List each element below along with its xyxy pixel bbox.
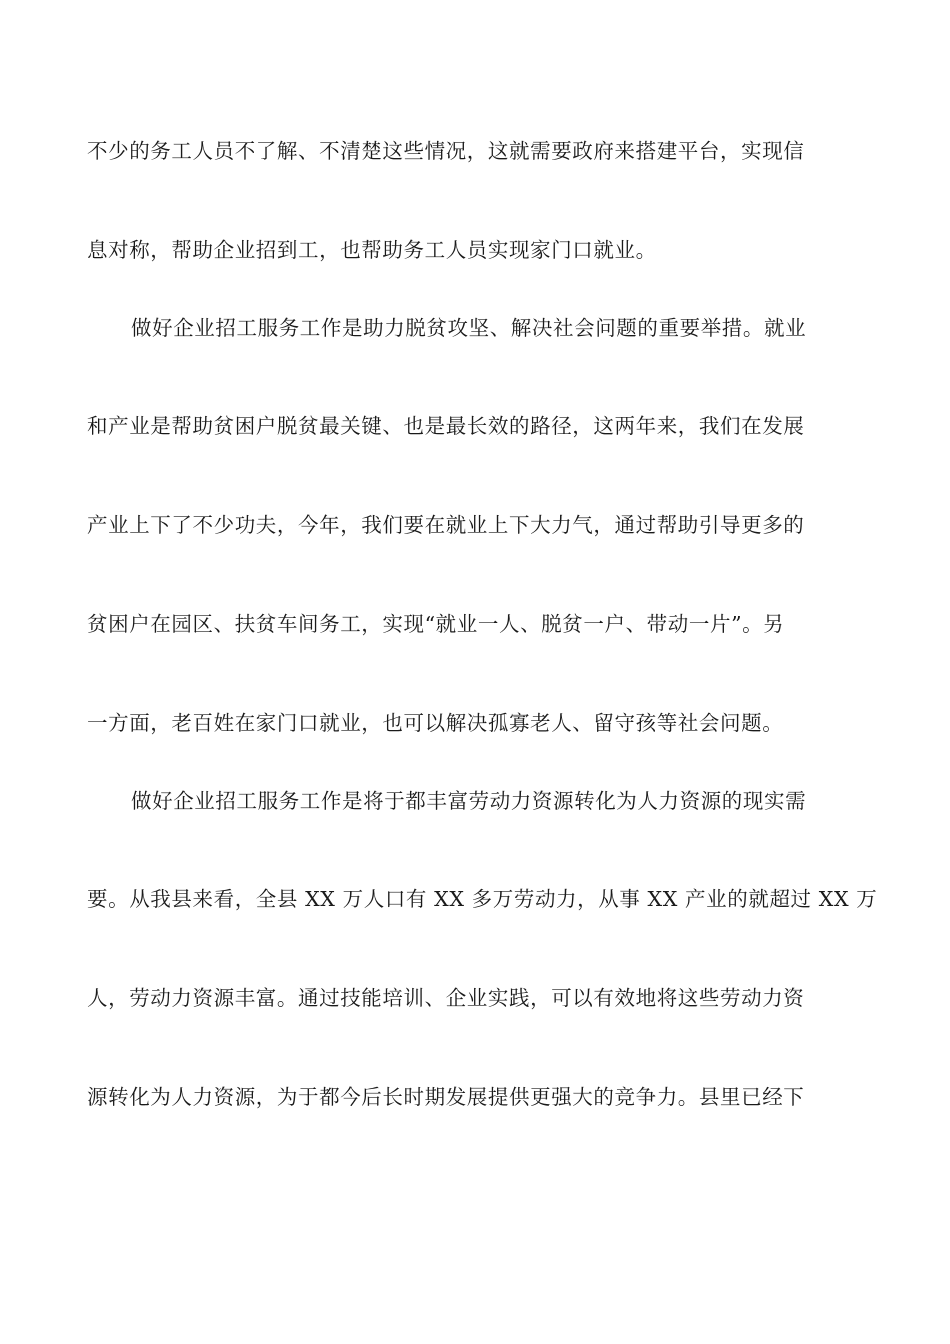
text-line: 不少的务工人员不了解、不清楚这些情况，这就需要政府来搭建平台，实现信 — [87, 139, 805, 163]
text-line: 贫困户在园区、扶贫车间务工，实现“就业一人、脱贫一户、带动一片”。另 — [87, 612, 785, 636]
text-line: 息对称，帮助企业招到工，也帮助务工人员实现家门口就业。 — [87, 238, 657, 262]
text-line: 人，劳动力资源丰富。通过技能培训、企业实践，可以有效地将这些劳动力资 — [87, 986, 805, 1010]
paragraph-first-line: 做好企业招工服务工作是将于都丰富劳动力资源转化为人力资源的现实需 — [131, 789, 807, 813]
text-line: 和产业是帮助贫困户脱贫最关键、也是最长效的路径，这两年来，我们在发展 — [87, 414, 805, 438]
paragraph-first-line: 做好企业招工服务工作是助力脱贫攻坚、解决社会问题的重要举措。就业 — [131, 316, 807, 340]
text-line: 一方面，老百姓在家门口就业，也可以解决孤寡老人、留守孩等社会问题。 — [87, 711, 784, 735]
text-line: 产业上下了不少功夫，今年，我们要在就业上下大力气，通过帮助引导更多的 — [87, 513, 805, 537]
text-line: 要。从我县来看，全县 XX 万人口有 XX 多万劳动力，从事 XX 产业的就超过 XX 万 — [87, 887, 878, 911]
text-line: 源转化为人力资源，为于都今后长时期发展提供更强大的竞争力。县里已经下 — [87, 1085, 805, 1109]
